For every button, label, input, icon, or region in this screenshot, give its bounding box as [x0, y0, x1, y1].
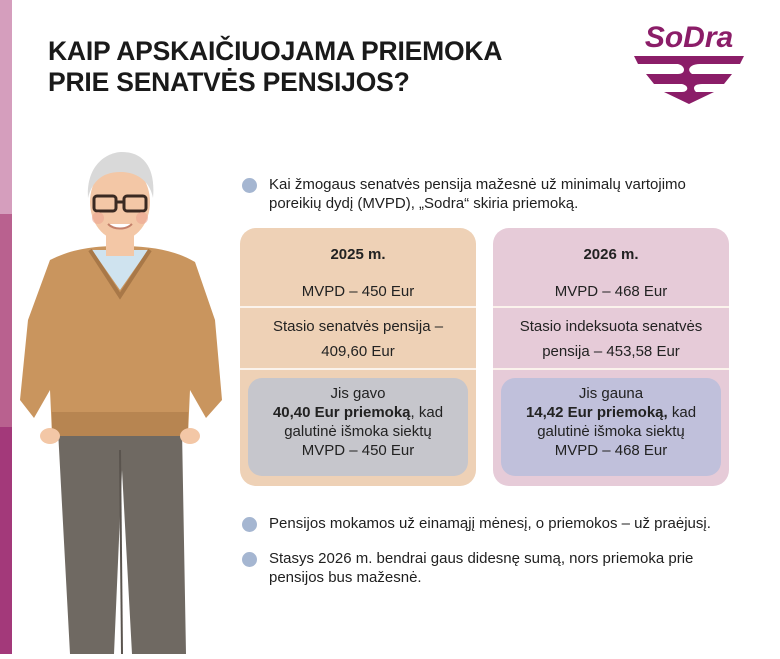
note-line1: Stasys 2026 m. bendrai gaus didesnę sumą, nors priemoka prie [269, 550, 694, 567]
card-result-line4: MVPD – 450 Eur [301, 442, 415, 459]
note-line1: Pensijos mokamos už einamąjį mėnesį, o priemokos – už praėjusį. [269, 515, 711, 532]
note-line2: pensijos bus mažesnė. [269, 569, 422, 586]
intro-note-line2: poreikių dydį (MVPD), „Sodra“ skiria priemoką. [269, 195, 579, 212]
intro-note-line1: Kai žmogaus senatvės pensija mažesnė už minimalų vartojimo [269, 176, 686, 193]
year-card-2026 [493, 228, 729, 486]
card-mvpd: MVPD – 450 Eur [301, 283, 415, 300]
card-divider [493, 368, 729, 370]
card-result-line3: galutinė išmoka siektų [537, 423, 685, 440]
logo-wordmark: SoDra [644, 21, 734, 54]
bullet-icon [242, 517, 257, 532]
year-card-2025 [240, 228, 476, 486]
bullet-icon [242, 178, 257, 193]
card-year: 2025 m. [330, 246, 386, 263]
card-result-line1: Jis gauna [578, 385, 644, 402]
card-result [501, 378, 721, 476]
sodra-logo [628, 18, 750, 106]
card-result-line4: MVPD – 468 Eur [554, 442, 668, 459]
card-result-line2-rest: , kad [410, 404, 444, 421]
bullet-icon [242, 552, 257, 567]
supplement-amount: 14,42 Eur priemoką, [525, 404, 668, 421]
card-pension-line2: pensija – 453,58 Eur [542, 343, 680, 360]
card-result-line1: Jis gavo [330, 385, 386, 402]
note-total-amount [242, 549, 693, 587]
card-result-line3: galutinė išmoka siektų [284, 423, 432, 440]
card-pension-line2: 409,60 Eur [321, 343, 395, 360]
card-divider [240, 306, 476, 308]
page-title [48, 36, 502, 98]
supplement-amount: 40,40 Eur priemoką [272, 404, 411, 421]
card-result-line2 [248, 403, 468, 422]
page-title-line2: PRIE SENATVĖS PENSIJOS? [48, 67, 410, 97]
page-title-line1: KAIP APSKAIČIUOJAMA PRIEMOKA [48, 36, 503, 66]
logo-shield-icon [634, 56, 744, 104]
card-year: 2026 m. [583, 246, 639, 263]
card-pension-line1: Stasio indeksuota senatvės [519, 318, 703, 335]
card-pension [493, 314, 729, 364]
card-result-line2 [501, 403, 721, 422]
card-divider [240, 368, 476, 370]
card-result-line2-rest: kad [667, 404, 697, 421]
card-result [248, 378, 468, 476]
card-divider [493, 306, 729, 308]
card-pension [240, 314, 476, 364]
card-pension-line1: Stasio senatvės pensija – [272, 318, 444, 335]
intro-note [242, 175, 686, 213]
senior-man-illustration [10, 150, 235, 654]
note-payment-timing [242, 514, 711, 533]
card-mvpd: MVPD – 468 Eur [554, 283, 668, 300]
